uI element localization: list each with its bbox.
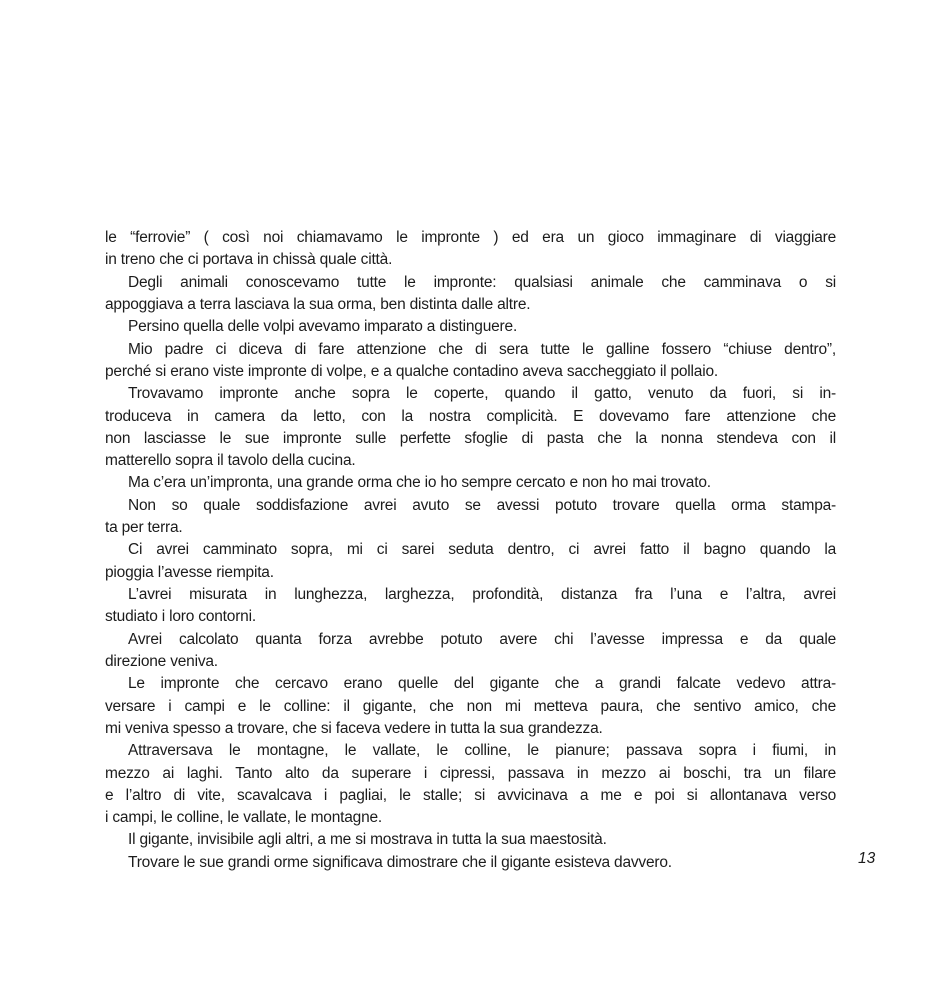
page-number: 13: [858, 850, 876, 867]
text-line: Persino quella delle volpi avevamo imparato a distinguere.: [128, 318, 518, 336]
body-text: [105, 227, 836, 874]
text-line: e l’altro di vite, scavalcava i pagliai, le stalle; si avvicinava a me e poi si allontanava verso: [105, 786, 836, 804]
text-line: appoggiava a terra lasciava la sua orma, ben distinta dalle altre.: [105, 295, 531, 313]
text-line: Le impronte che cercavo erano quelle del gigante che a grandi falcate vedevo attra-: [128, 675, 836, 693]
text-line: Mio padre ci diceva di fare attenzione che di sera tutte le galline fossero “chiuse dentro”,: [128, 340, 836, 358]
text-line: pioggia l’avesse riempita.: [105, 563, 274, 581]
text-line: Ma c’era un’impronta, una grande orma che io ho sempre cercato e non ho mai trovato.: [128, 474, 711, 492]
text-line: Trovare le sue grandi orme significava dimostrare che il gigante esisteva davvero.: [128, 853, 672, 871]
text-line: perché si erano viste impronte di volpe, e a qualche contadino aveva saccheggiato il pollaio.: [105, 362, 718, 380]
text-line: ta per terra.: [105, 519, 183, 537]
text-line: versare i campi e le colline: il gigante, che non mi metteva paura, che sentivo amico, che: [105, 697, 836, 715]
text-line: in treno che ci portava in chissà quale città.: [105, 251, 393, 269]
text-line: Avrei calcolato quanta forza avrebbe potuto avere chi l’avesse impressa e da quale: [128, 630, 836, 648]
text-line: studiato i loro contorni.: [105, 608, 256, 626]
text-line: Non so quale soddisfazione avrei avuto se avessi potuto trovare quella orma stampa-: [128, 496, 836, 514]
text-line: i campi, le colline, le vallate, le montagne.: [105, 809, 383, 827]
text-line: Ci avrei camminato sopra, mi ci sarei seduta dentro, ci avrei fatto il bagno quando la: [128, 541, 836, 559]
text-line: Attraversava le montagne, le vallate, le colline, le pianure; passava sopra i fiumi, in: [128, 742, 836, 760]
text-line: le “ferrovie” ( così noi chiamavamo le impronte ) ed era un gioco immaginare di viaggiare: [105, 229, 836, 246]
text-line: mi veniva spesso a trovare, che si faceva vedere in tutta la sua grandezza.: [105, 719, 603, 737]
text-line: Degli animali conoscevamo tutte le impronte: qualsiasi animale che camminava o si: [128, 273, 836, 291]
text-line: mezzo ai laghi. Tanto alto da superare i cipressi, passava in mezzo ai boschi, tra un filare: [105, 764, 836, 782]
text-line: Il gigante, invisibile agli altri, a me si mostrava in tutta la sua maestosità.: [128, 831, 607, 849]
text-line: non lasciasse le sue impronte sulle perfette sfoglie di pasta che la nonna stendeva con il: [105, 429, 836, 447]
text-line: troduceva in camera da letto, con la nostra complicità. E dovevamo fare attenzione che: [105, 407, 836, 425]
text-line: L’avrei misurata in lunghezza, larghezza, profondità, distanza fra l’una e l’altra, avrei: [128, 586, 836, 603]
text-line: direzione veniva.: [105, 652, 218, 670]
text-line: matterello sopra il tavolo della cucina.: [105, 452, 356, 470]
text-line: Trovavamo impronte anche sopra le coperte, quando il gatto, venuto da fuori, si in-: [128, 385, 836, 403]
